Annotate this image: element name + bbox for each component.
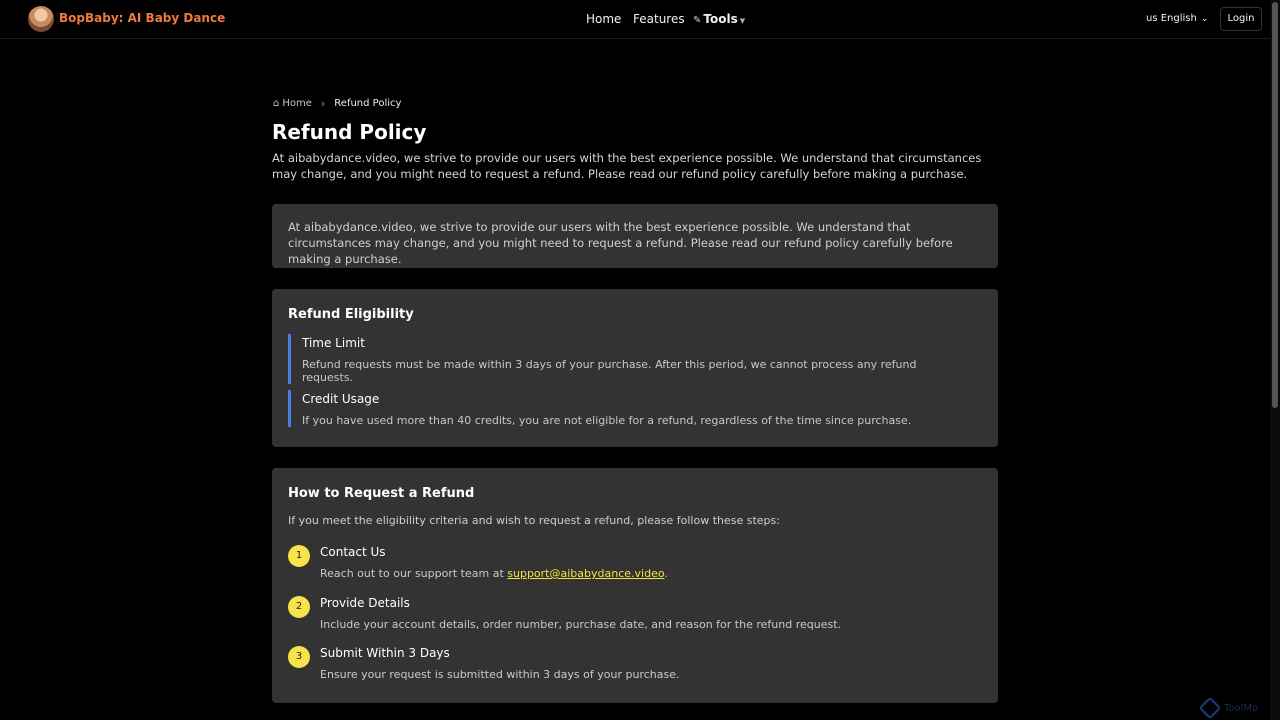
step-submit-within-3-days <box>288 646 978 686</box>
step-title: Submit Within 3 Days <box>320 646 450 660</box>
criterion-time-limit <box>288 334 968 384</box>
page-intro: At aibabydance.video, we strive to provide our users with the best experience possible. We understand that circumstances may change, and you might need to request a refund. Please read our refund policy carefully before making a purchase. <box>272 151 982 181</box>
step-number-badge: 2 <box>288 596 310 618</box>
language-label: us English <box>1146 13 1197 24</box>
step-number-badge: 3 <box>288 646 310 668</box>
support-email-link[interactable]: support@aibabydance.video <box>507 567 665 580</box>
criterion-credit-usage <box>288 390 968 427</box>
criterion-title: Credit Usage <box>302 392 380 406</box>
step-contact-us <box>288 545 978 585</box>
step-title: Contact Us <box>320 545 386 559</box>
home-icon: ⌂ <box>273 98 280 109</box>
eligibility-card <box>272 289 998 447</box>
criterion-text: Refund requests must be made within 3 days of your purchase. After this period, we cannot process any refund requests. <box>302 358 917 384</box>
criterion-text: If you have used more than 40 credits, you are not eligible for a refund, regardless of the time since purchase. <box>302 414 912 427</box>
notice-text: At aibabydance.video, we strive to provide our users with the best experience possible. We understand that circumstances may change, and you might need to request a refund. Please read our refund policy carefully before making a purchase. <box>288 220 953 266</box>
step-text <box>320 567 668 580</box>
top-header <box>0 0 1270 39</box>
nav-features-link[interactable]: Features <box>633 12 685 26</box>
watermark-text: ToolMo <box>1224 703 1259 714</box>
scrollbar-thumb[interactable] <box>1272 2 1278 408</box>
toolmo-logo-icon <box>1199 697 1222 720</box>
toolmo-watermark <box>1202 700 1258 716</box>
wrench-icon: ✎ <box>693 15 702 26</box>
page-title: Refund Policy <box>272 120 427 144</box>
brand-name[interactable]: BopBaby: AI Baby Dance <box>59 11 226 25</box>
nav-tools-label: Tools <box>703 12 738 26</box>
breadcrumb <box>273 97 401 110</box>
chevron-down-icon: ⌄ <box>1200 14 1209 24</box>
baby-logo-icon[interactable] <box>28 6 54 32</box>
breadcrumb-current: Refund Policy <box>334 98 402 109</box>
step-text: Include your account details, order number, purchase date, and reason for the refund request. <box>320 618 842 631</box>
login-button[interactable]: Login <box>1220 7 1262 31</box>
page-scrollbar[interactable] <box>1270 0 1280 720</box>
criterion-title: Time Limit <box>302 336 365 350</box>
request-title: How to Request a Refund <box>288 486 475 501</box>
notice-card <box>272 204 998 268</box>
request-refund-card <box>272 468 998 703</box>
step-text: Ensure your request is submitted within 3 days of your purchase. <box>320 668 680 681</box>
chevron-down-icon: ▼ <box>739 17 746 25</box>
nav-home-link[interactable]: Home <box>586 12 622 26</box>
step-text-prefix: Reach out to our support team at <box>320 567 508 580</box>
breadcrumb-home-link[interactable]: Home <box>282 98 312 109</box>
eligibility-title: Refund Eligibility <box>288 307 414 322</box>
nav-tools-menu[interactable] <box>693 12 745 26</box>
language-selector[interactable] <box>1146 13 1208 24</box>
step-text-suffix: . <box>664 567 668 580</box>
step-provide-details <box>288 596 978 636</box>
step-title: Provide Details <box>320 596 410 610</box>
step-number-badge: 1 <box>288 545 310 567</box>
request-lead: If you meet the eligibility criteria and wish to request a refund, please follow these steps: <box>288 514 780 527</box>
chevron-right-icon: › <box>320 97 326 110</box>
